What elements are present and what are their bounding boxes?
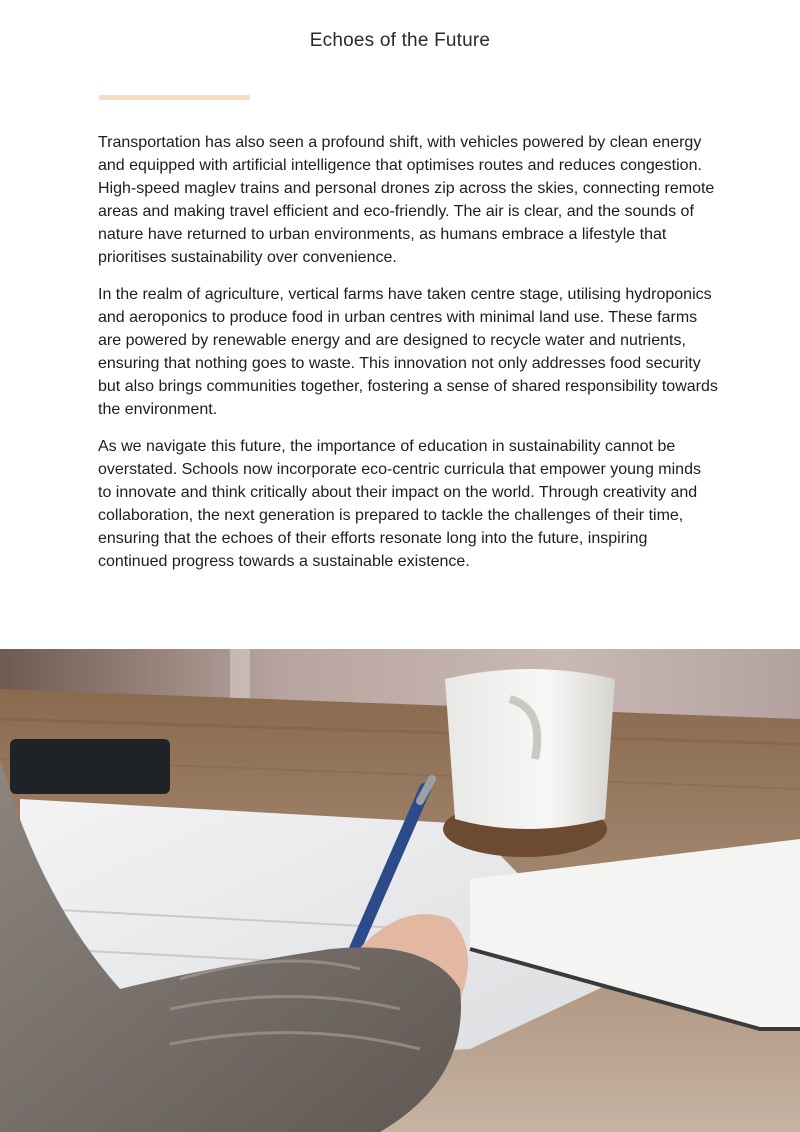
paragraph-agriculture: In the realm of agriculture, vertical farms have taken centre stage, utilising hydroponics and aeroponics to produce food in urban centres with minimal land use. These farms are powered by renewable energy and are designed to recycle water and nutrients, ensuring that nothing goes to waste. This innovation not only addresses food security but also brings communities together, fostering a sense of shared responsibility towards the environment.	[98, 286, 718, 418]
phone	[10, 739, 170, 794]
page-title: Echoes of the Future	[309, 30, 491, 51]
writing-at-desk-photo	[0, 649, 800, 1132]
article-body	[98, 131, 718, 587]
accent-divider	[99, 95, 250, 100]
paragraph-education: As we navigate this future, the importance of education in sustainability cannot be overstated. Schools now incorporate eco-centric curricula that empower young minds to innovate and think critically about their impact on the world. Through creativity and collaboration, the next generation is prepared to tackle the challenges of their time, ensuring that the echoes of their efforts resonate long into the future, inspiring continued progress towards a sustainable existence.	[98, 438, 701, 570]
paragraph-transportation: Transportation has also seen a profound shift, with vehicles powered by clean energy and equipped with artificial intelligence that optimises routes and reduces congestion. High-speed maglev trains and personal drones zip across the skies, connecting remote areas and making travel efficient and eco-friendly. The air is clear, and the sounds of nature have returned to urban environments, as humans embrace a lifestyle that prioritises sustainability over convenience.	[98, 134, 715, 266]
coffee-mug	[445, 669, 615, 829]
